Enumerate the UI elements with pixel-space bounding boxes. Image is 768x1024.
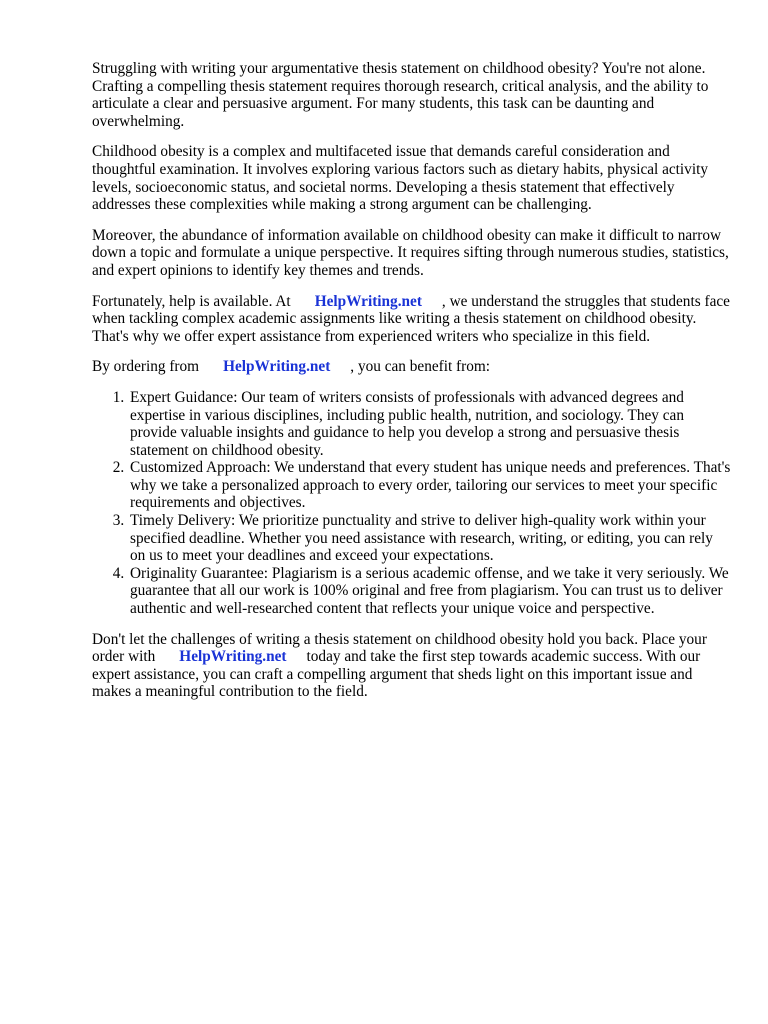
help-paragraph-rest: , we understand the struggles that students face when tackling complex academic assignments like writing a thesis statement on childhood obesity. That's why we offer expert assistance from experienced writers who specialize in this field. (92, 292, 730, 345)
closing-paragraph-lead: Don't let the challenges of writing a thesis statement on childhood obesity hold you back. Place your order with (92, 630, 707, 666)
helpwriting-link-1[interactable]: HelpWriting.net (314, 292, 422, 310)
benefit-customized-approach: 2. Customized Approach: We understand that every student has unique needs and preferences. That's why we take a personalized approach to every order, tailoring our services to meet your specific requirements and objectives. (128, 459, 732, 512)
closing-paragraph-rest: today and take the first step towards academic success. With our expert assistance, you can craft a compelling argument that sheds light on this important issue and makes a meaningful contribution to the field. (92, 648, 701, 701)
ordering-paragraph (92, 358, 732, 376)
intro-paragraph: Struggling with writing your argumentative thesis statement on childhood obesity? You're not alone. Crafting a compelling thesis statement requires thorough research, critical analysis, and the ability to articulate a clear and persuasive argument. For many students, this task can be daunting and overwhelming. (92, 60, 709, 130)
helpwriting-link-2[interactable]: HelpWriting.net (223, 358, 331, 376)
benefit-expert-guidance: 1. Expert Guidance: Our team of writers consists of professionals with advanced degrees and expertise in various disciplines, including public health, nutrition, and sociology. They can provide valuable insights and guidance to help you develop a strong and persuasive thesis statement on childhood obesity. (128, 389, 732, 459)
context-paragraph: Childhood obesity is a complex and multifaceted issue that demands careful consideration and thoughtful examination. It involves exploring various factors such as dietary habits, physical activity levels, socioeconomic status, and societal norms. Developing a thesis statement that effectively addresses these complexities while making a strong argument can be challenging. (92, 143, 708, 214)
benefits-list (92, 389, 732, 618)
research-paragraph: Moreover, the abundance of information available on childhood obesity can make it difficult to narrow down a topic and formulate a unique perspective. It requires sifting through numerous studies, statistics, and expert opinions to identify key themes and trends. (92, 226, 729, 279)
help-paragraph-lead: Fortunately, help is available. At (92, 292, 291, 310)
closing-paragraph (92, 631, 732, 701)
benefit-timely-delivery: 3. Timely Delivery: We prioritize punctuality and strive to deliver high-quality work within your specified deadline. Whether you need assistance with research, writing, or editing, you can rely on us to meet your deadlines and exceed your expectations. (128, 512, 732, 565)
document-body (92, 60, 732, 714)
ordering-paragraph-rest: , you can benefit from: (350, 358, 491, 376)
benefit-originality-guarantee: 4. Originality Guarantee: Plagiarism is a serious academic offense, and we take it very seriously. We guarantee that all our work is 100% original and free from plagiarism. You can trust us to deliver authentic and well-researched content that reflects your unique voice and perspective. (128, 565, 732, 618)
ordering-paragraph-lead: By ordering from (92, 358, 200, 376)
helpwriting-link-3[interactable]: HelpWriting.net (179, 648, 287, 666)
help-paragraph (92, 293, 732, 346)
